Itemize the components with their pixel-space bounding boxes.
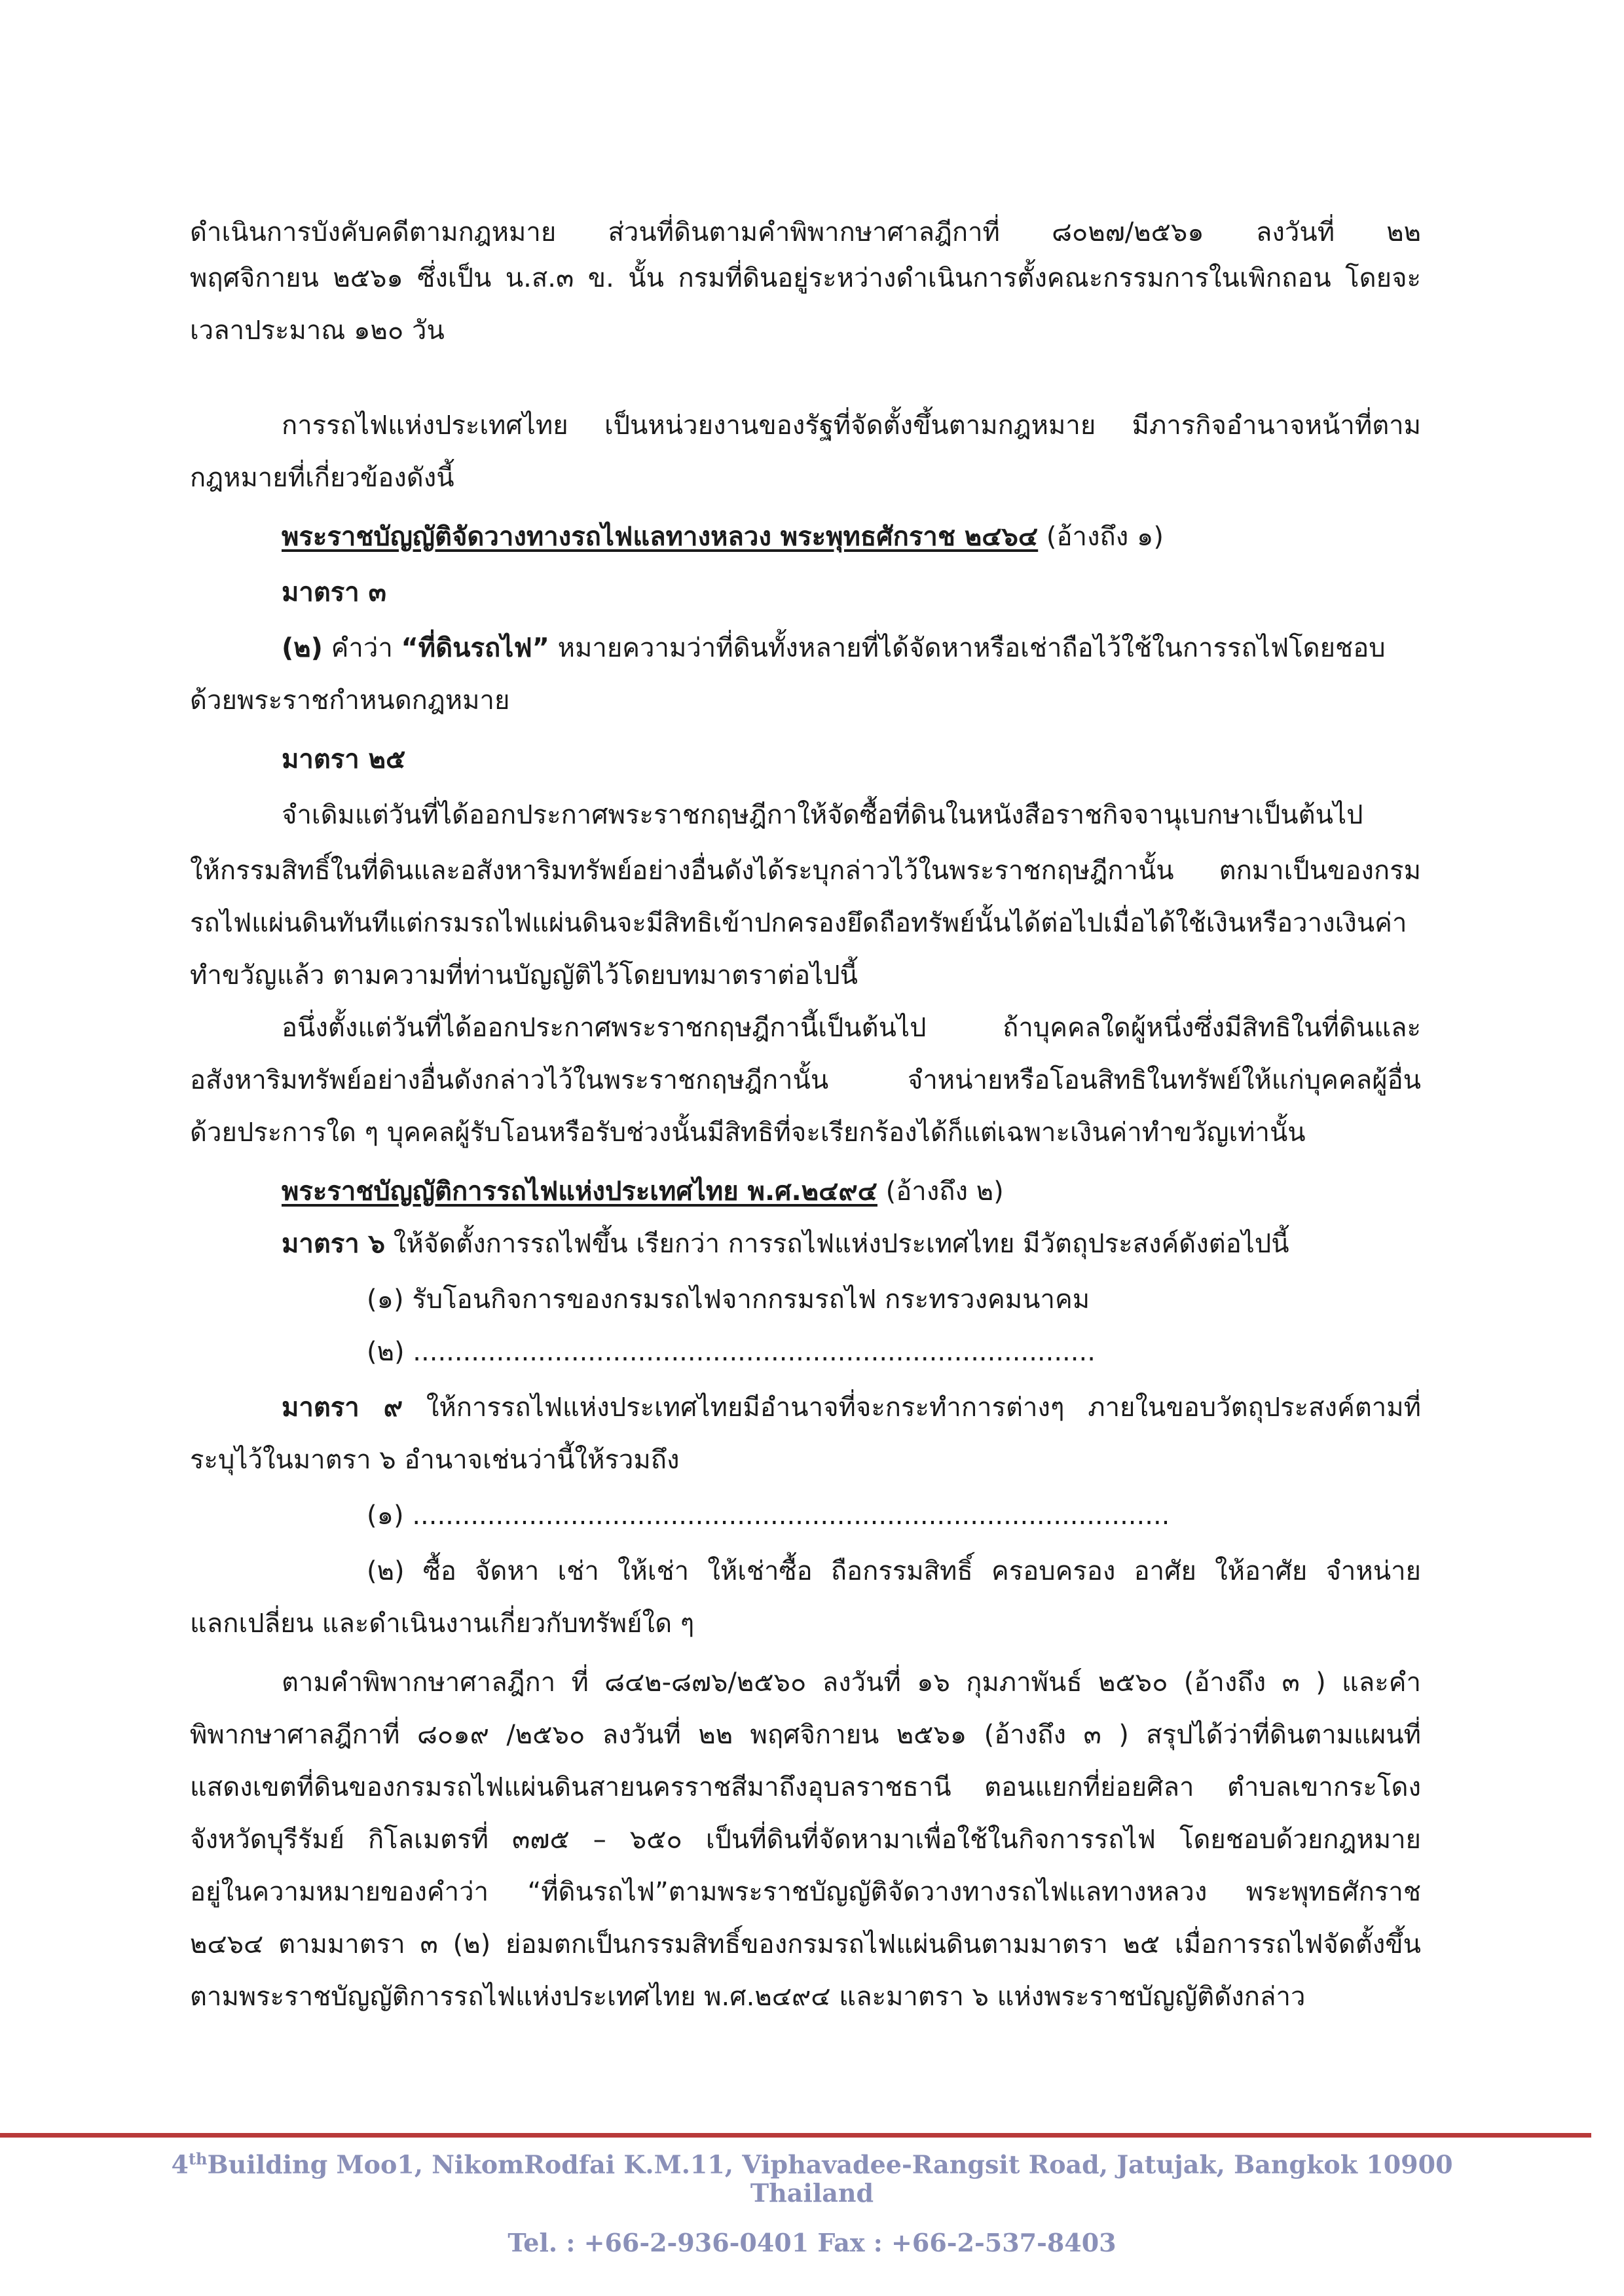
para1-line2: พฤศจิกายน ๒๕๖๑ ซึ่งเป็น น.ส.๓ ข. นั้น กรมที่ดินอยู่ระหว่างดำเนินการตั้งคณะกรรมการในเพิกถอน โดยจะ bbox=[190, 263, 1421, 293]
act1-title: พระราชบัญญัติจัดวางทางรถไฟแลทางหลวง พระพุทธศักราช ๒๔๖๔ bbox=[282, 522, 1039, 552]
act1-section25-p2-line2: อสังหาริมทรัพย์อย่างอื่นดังกล่าวไว้ในพระราชกฤษฎีกานั้น จำหน่ายหรือโอนสิทธิในทรัพย์ให้แก่บุคคลผู้อื่น bbox=[190, 1065, 1421, 1095]
act2-section9-line1 bbox=[282, 1388, 1421, 1427]
act1-section25-p2-line3: ด้วยประการใด ๆ บุคคลผู้รับโอนหรือรับช่วงนั้นมีสิทธิที่จะเรียกร้องได้ก็แต่เฉพาะเงินค่าทำขวัญเท่านั้น bbox=[190, 1118, 1306, 1148]
act1-section3-line2: ด้วยพระราชกำหนดกฎหมาย bbox=[190, 685, 510, 716]
act2-section6-text: ให้จัดตั้งการรถไฟขึ้น เรียกว่า การรถไฟแห่งประเทศไทย มีวัตถุประสงค์ดังต่อไปนี้ bbox=[385, 1229, 1289, 1259]
act2-heading bbox=[282, 1172, 1526, 1211]
act1-section3-pre: คำว่า bbox=[322, 633, 401, 663]
para3-line4: จังหวัดบุรีรัมย์ กิโลเมตรที่ ๓๗๕ – ๖๕๐ เป็นที่ดินที่จัดหามาเพื่อใช้ในกิจการรถไฟ โดยชอบด้วยกฎหมาย bbox=[190, 1825, 1421, 1855]
act2-section9-item2-line2: แลกเปลี่ยน และดำเนินงานเกี่ยวกับทรัพย์ใด ๆ bbox=[190, 1609, 695, 1639]
footer-address: Building Moo1, NikomRodfai K.M.11, Viphavadee-Rangsit Road, Jatujak, Bangkok 10900 bbox=[207, 2149, 1453, 2179]
para3-line1: ตามคำพิพากษาศาลฎีกา ที่ ๘๔๒-๘๗๖/๒๕๖๐ ลงวันที่ ๑๖ กุมภาพันธ์ ๒๕๖๐ (อ้างถึง ๓ ) และคำ bbox=[282, 1667, 1421, 1698]
footer-ordinal: th bbox=[188, 2149, 208, 2168]
act2-section9-line2: ระบุไว้ในมาตรา ๖ อำนาจเช่นว่านี้ให้รวมถึง bbox=[190, 1445, 680, 1475]
act1-section3-term: “ที่ดินรถไฟ” bbox=[401, 633, 549, 663]
footer-address-line2: Thailand bbox=[750, 2178, 874, 2208]
act2-section9-item2-line1: (๒) ซื้อ จัดหา เช่า ให้เช่า ให้เช่าซื้อ ถือกรรมสิทธิ์ ครอบครอง อาศัย ให้อาศัย จำหน่าย bbox=[367, 1556, 1421, 1586]
act2-section9-text: ให้การรถไฟแห่งประเทศไทยมีอำนาจที่จะกระทำการต่างๆ ภายในขอบวัตถุประสงค์ตามที่ bbox=[403, 1393, 1421, 1423]
act1-section3-post: หมายความว่าที่ดินทั้งหลายที่ได้จัดหาหรือเช่าถือไว้ใช้ในการรถไฟโดยชอบ bbox=[549, 633, 1386, 663]
para3-line5: อยู่ในความหมายของคำว่า “ที่ดินรถไฟ”ตามพระราชบัญญัติจัดวางทางรถไฟแลทางหลวง พระพุทธศักราช bbox=[190, 1877, 1421, 1907]
para3-line7: ตามพระราชบัญญัติการรถไฟแห่งประเทศไทย พ.ศ.๒๔๙๔ และมาตรา ๖ แห่งพระราชบัญญัติดังกล่าว bbox=[190, 1982, 1306, 2012]
para3-line3: แสดงเขตที่ดินของกรมรถไฟแผ่นดินสายนครราชสีมาถึงอุบลราชธานี ตอนแยกที่ย่อยศิลา ตำบลเขากระโดง bbox=[190, 1772, 1421, 1802]
para1-line3: เวลาประมาณ ๑๒๐ วัน bbox=[190, 316, 445, 346]
act1-section25-p2-line1: อนึ่งตั้งแต่วันที่ได้ออกประกาศพระราชกฤษฎีกานี้เป็นต้นไป ถ้าบุคคลใดผู้หนึ่งซึ่งมีสิทธิในที่ดินและ bbox=[282, 1013, 1421, 1043]
act1-section3-line1 bbox=[282, 629, 1526, 668]
footer-address-line1 bbox=[0, 2149, 1624, 2179]
act1-heading bbox=[282, 517, 1526, 556]
act1-ref: (อ้างถึง ๑) bbox=[1038, 522, 1164, 552]
act1-section25-p1-line4: ทำขวัญแล้ว ตามความที่ท่านบัญญัติไว้โดยบทมาตราต่อไปนี้ bbox=[190, 960, 858, 991]
act2-section6-heading: มาตรา ๖ bbox=[282, 1229, 386, 1259]
act1-section3-heading: มาตรา ๓ bbox=[282, 577, 387, 608]
act2-section6-line bbox=[282, 1224, 1526, 1264]
act1-section25-p1-line2: ให้กรรมสิทธิ์ในที่ดินและอสังหาริมทรัพย์อย่างอื่นดังได้ระบุกล่าวไว้ในพระราชกฤษฎีกานั้น ตกมาเป็นของกรม bbox=[190, 856, 1421, 886]
act2-section9-heading: มาตรา ๙ bbox=[282, 1393, 403, 1423]
act1-section25-p1-line1: จำเดิมแต่วันที่ได้ออกประกาศพระราชกฤษฎีกาให้จัดซื้อที่ดินในหนังสือราชกิจจานุเบกษาเป็นต้นไป bbox=[282, 800, 1363, 830]
footer-contact: Tel. : +66-2-936-0401 Fax : +66-2-537-8403 bbox=[507, 2228, 1116, 2257]
para2-line1: การรถไฟแห่งประเทศไทย เป็นหน่วยงานของรัฐที่จัดตั้งขึ้นตามกฎหมาย มีภารกิจอำนาจหน้าที่ตาม bbox=[282, 410, 1421, 441]
act1-section3-item: (๒) bbox=[282, 633, 323, 663]
para3-line6: ๒๔๖๔ ตามมาตรา ๓ (๒) ย่อมตกเป็นกรรมสิทธิ์ของกรมรถไฟแผ่นดินตามมาตรา ๒๕ เมื่อการรถไฟจัดตั้งขึ้น bbox=[190, 1929, 1421, 1959]
para1-line1: ดำเนินการบังคับคดีตามกฎหมาย ส่วนที่ดินตามคำพิพากษาศาลฎีกาที่ ๘๐๒๗/๒๕๖๑ ลงวันที่ ๒๒ bbox=[190, 217, 1421, 247]
para2-line2: กฎหมายที่เกี่ยวข้องดังนี้ bbox=[190, 463, 454, 493]
footer-divider bbox=[0, 2133, 1591, 2138]
para3-line2: พิพากษาศาลฎีกาที่ ๘๐๑๙ /๒๕๖๐ ลงวันที่ ๒๒ พฤศจิกายน ๒๕๖๑ (อ้างถึง ๓ ) สรุปได้ว่าที่ดินตามแผนที่ bbox=[190, 1720, 1421, 1750]
act1-section25-p1-line3: รถไฟแผ่นดินทันทีแต่กรมรถไฟแผ่นดินจะมีสิทธิเข้าปกครองยึดถือทรัพย์นั้นได้ต่อไปเมื่อได้ใช้เงินหรือวางเงินค่า bbox=[190, 908, 1407, 938]
act2-title: พระราชบัญญัติการรถไฟแห่งประเทศไทย พ.ศ.๒๔๙๔ bbox=[282, 1176, 877, 1207]
act2-section6-item1: (๑) รับโอนกิจการของกรมรถไฟจากกรมรถไฟ กระทรวงคมนาคม bbox=[367, 1285, 1090, 1315]
act2-section6-item2: (๒) .................................................................................. bbox=[367, 1337, 1096, 1367]
act1-section25-heading: มาตรา ๒๕ bbox=[282, 744, 406, 774]
act2-section9-item1: (๑) ........................................................................................... bbox=[367, 1501, 1170, 1531]
act2-ref: (อ้างถึง ๒) bbox=[877, 1176, 1004, 1207]
footer-building-number: 4 bbox=[171, 2149, 189, 2179]
